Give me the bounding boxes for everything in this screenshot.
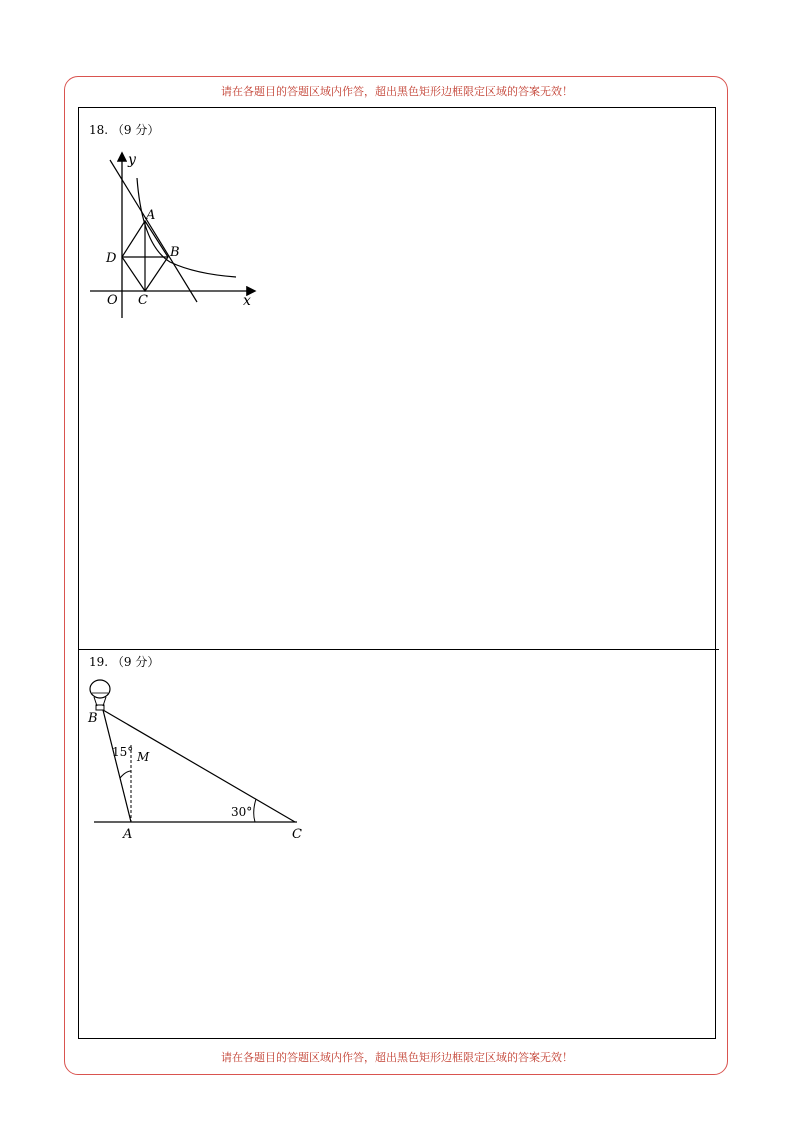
balloon-icon: [90, 680, 110, 710]
question-19-label: 19. （9 分）: [89, 655, 160, 669]
notice-bottom: 请在各题目的答题区域内作答，超出黑色矩形边框限定区域的答案无效！: [221, 1051, 573, 1064]
label-y: y: [128, 152, 136, 168]
label-x: x: [243, 293, 251, 309]
label-c: C: [292, 827, 302, 842]
label-o: O: [107, 293, 118, 308]
question-18-label: 18. （9 分）: [89, 123, 160, 137]
line-bc: [103, 710, 295, 822]
line-ba: [103, 710, 134, 822]
arc-30: [254, 799, 256, 822]
notice-top: 请在各题目的答题区域内作答，超出黑色矩形边框限定区域的答案无效！: [221, 85, 573, 98]
label-m: M: [137, 750, 150, 764]
label-angle-30: 30°: [231, 805, 253, 819]
arc-15: [120, 771, 131, 778]
label-a: A: [146, 208, 156, 223]
label-b: B: [88, 711, 98, 726]
label-angle-15: 15°: [112, 745, 134, 759]
label-c: C: [138, 293, 148, 308]
label-a: A: [123, 827, 133, 842]
label-b: B: [170, 245, 180, 260]
label-d: D: [106, 251, 117, 266]
